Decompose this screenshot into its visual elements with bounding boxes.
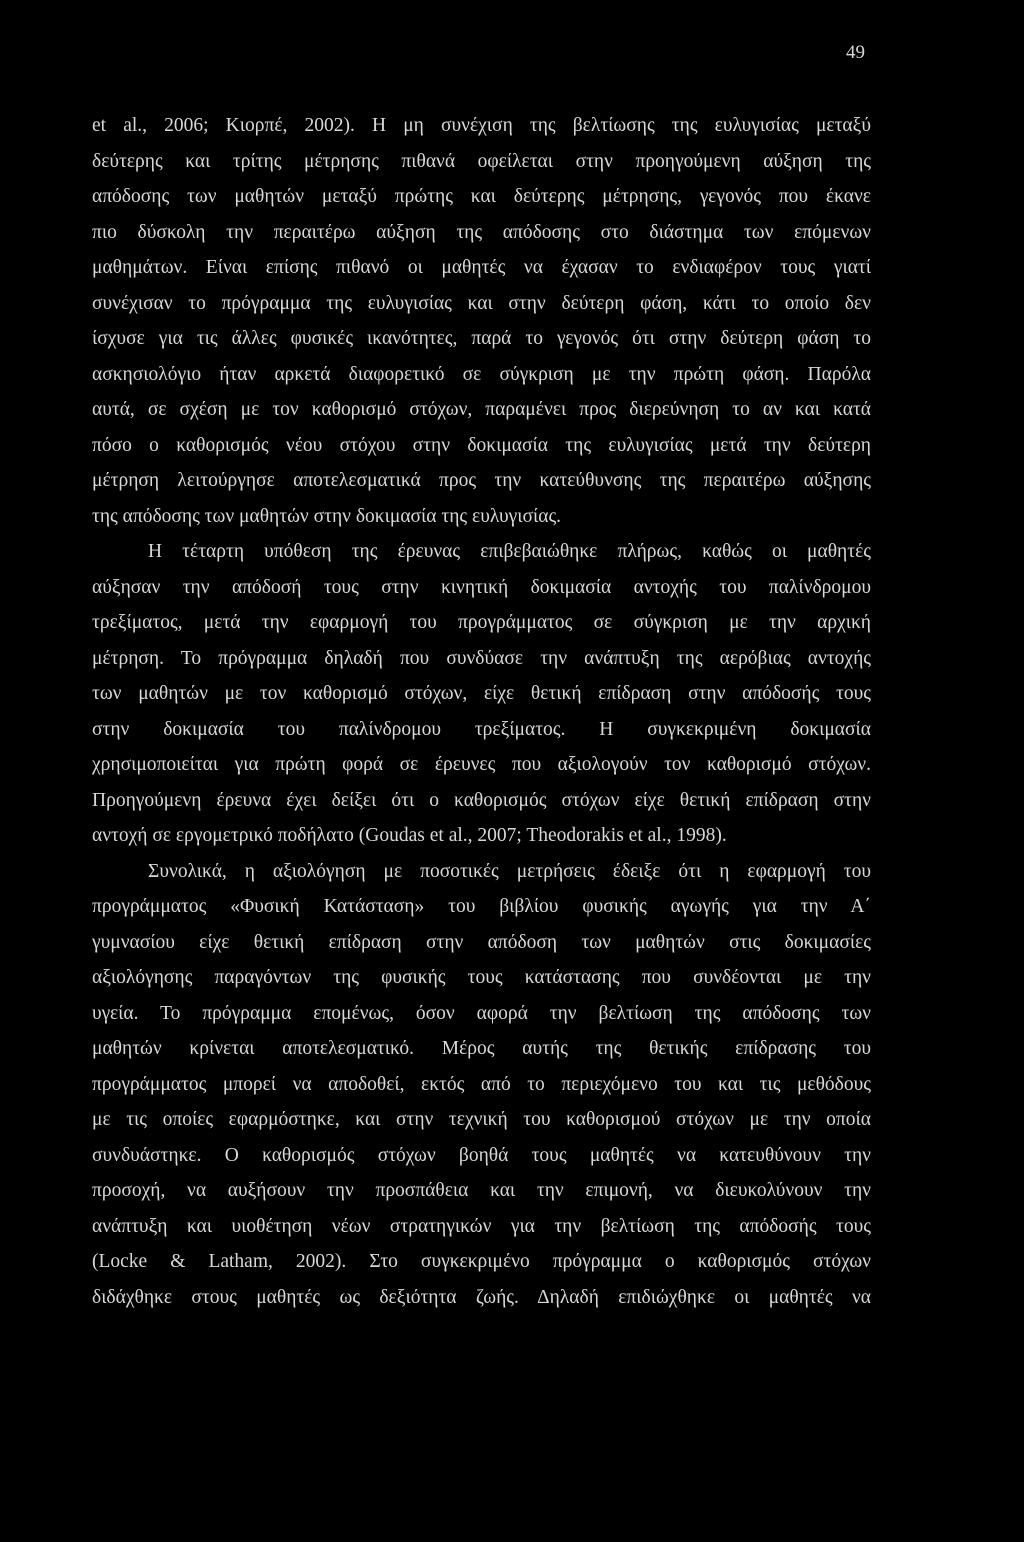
text-line: τρεξίματος, μετά την εφαρμογή του προγράμματος σε σύγκριση με την αρχική: [92, 612, 871, 633]
text-line: χρησιμοποιείται για πρώτη φορά σε έρευνες που αξιολογούν τον καθορισμό στόχων.: [92, 754, 871, 775]
text-line: ίσχυσε για τις άλλες φυσικές ικανότητες, παρά το γεγονός ότι στην δεύτερη φάση το: [92, 328, 871, 349]
page-number: 49: [846, 42, 865, 63]
text-line: Συνολικά, η αξιολόγηση με ποσοτικές μετρήσεις έδειξε ότι η εφαρμογή του: [148, 860, 871, 882]
text-line: Προηγούμενη έρευνα έχει δείξει ότι ο καθορισμός στόχων είχε θετική επίδραση στην: [92, 789, 871, 811]
text-line: αυτά, σε σχέση με τον καθορισμό στόχων, παραμένει προς διερεύνηση το αν και κατά: [92, 399, 871, 420]
text-line: πιο δύσκολη την περαιτέρω αύξηση της απόδοσης στο διάστημα των επόμενων: [92, 221, 871, 243]
text-line: ασκησιολόγιο ήταν αρκετά διαφορετικό σε σύγκριση με την πρώτη φάση. Παρόλα: [92, 363, 871, 385]
text-line: πόσο ο καθορισμός νέου στόχου στην δοκιμασία της ευλυγισίας μετά την δεύτερη: [92, 434, 871, 456]
text-line: γυμνασίου είχε θετική επίδραση στην απόδοση των μαθητών στις δοκιμασίες: [92, 931, 871, 953]
text-line: προγράμματος «Φυσική Κατάσταση» του βιβλίου φυσικής αγωγής για την Α΄: [92, 896, 871, 917]
text-line: στην δοκιμασία του παλίνδρομου τρεξίματος. Η συγκεκριμένη δοκιμασία: [92, 718, 871, 740]
text-line: et al., 2006; Κιορπέ, 2002). Η μη συνέχιση της βελτίωσης της ευλυγισίας μεταξύ: [92, 115, 871, 136]
text-line: μέτρηση. Το πρόγραμμα δηλαδή που συνδύασε την ανάπτυξη της αερόβιας αντοχής: [92, 647, 871, 669]
text-line: συνδυάστηκε. Ο καθορισμός στόχων βοηθά τους μαθητές να κατευθύνουν την: [92, 1144, 871, 1166]
text-line: δεύτερης και τρίτης μέτρησης πιθανά οφείλεται στην προηγούμενη αύξηση της: [92, 150, 871, 172]
text-line: με τις οποίες εφαρμόστηκε, και στην τεχνική του καθορισμού στόχων με την οποία: [92, 1109, 871, 1130]
text-line: προγράμματος μπορεί να αποδοθεί, εκτός από το περιεχόμενο του και τις μεθόδους: [92, 1073, 871, 1095]
text-line: αξιολόγησης παραγόντων της φυσικής τους κατάστασης που συνδέονται με την: [92, 967, 871, 988]
text-line: μαθητών κρίνεται αποτελεσματικό. Μέρος αυτής της θετικής επίδρασης του: [92, 1038, 871, 1059]
text-line: υγεία. Το πρόγραμμα επομένως, όσον αφορά την βελτίωση της απόδοσης των: [92, 1002, 871, 1024]
text-line: απόδοσης των μαθητών μεταξύ πρώτης και δεύτερης μέτρησης, γεγονός που έκανε: [92, 186, 871, 207]
text-line: αντοχή σε εργομετρικό ποδήλατο (Goudas et al., 2007; Theodorakis et al., 1998).: [92, 825, 727, 846]
text-line: μέτρηση λειτούργησε αποτελεσματικά προς την κατεύθυνσης της περαιτέρω αύξησης: [92, 470, 871, 491]
text-line: Η τέταρτη υπόθεση της έρευνας επιβεβαιώθηκε πλήρως, καθώς οι μαθητές: [148, 541, 871, 562]
text-line: ανάπτυξη και υιοθέτηση νέων στρατηγικών για την βελτίωση της απόδοσής τους: [92, 1215, 871, 1237]
text-line: προσοχή, να αυξήσουν την προσπάθεια και την επιμονή, να διευκολύνουν την: [92, 1180, 871, 1201]
text-line: των μαθητών με τον καθορισμό στόχων, είχε θετική επίδραση στην απόδοσής τους: [92, 683, 871, 704]
text-line: της απόδοσης των μαθητών στην δοκιμασία της ευλυγισίας.: [92, 505, 562, 527]
text-line: συνέχισαν το πρόγραμμα της ευλυγισίας και στην δεύτερη φάση, κάτι το οποίο δεν: [92, 292, 871, 314]
text-line: μαθημάτων. Είναι επίσης πιθανό οι μαθητές να έχασαν το ενδιαφέρον τους γιατί: [92, 257, 871, 278]
text-line: διδάχθηκε στους μαθητές ως δεξιότητα ζωής. Δηλαδή επιδιώχθηκε οι μαθητές να: [92, 1286, 871, 1308]
text-line: (Locke & Latham, 2002). Στο συγκεκριμένο πρόγραμμα ο καθορισμός στόχων: [92, 1251, 871, 1272]
text-line: αύξησαν την απόδοσή τους στην κινητική δοκιμασία αντοχής του παλίνδρομου: [92, 576, 871, 598]
